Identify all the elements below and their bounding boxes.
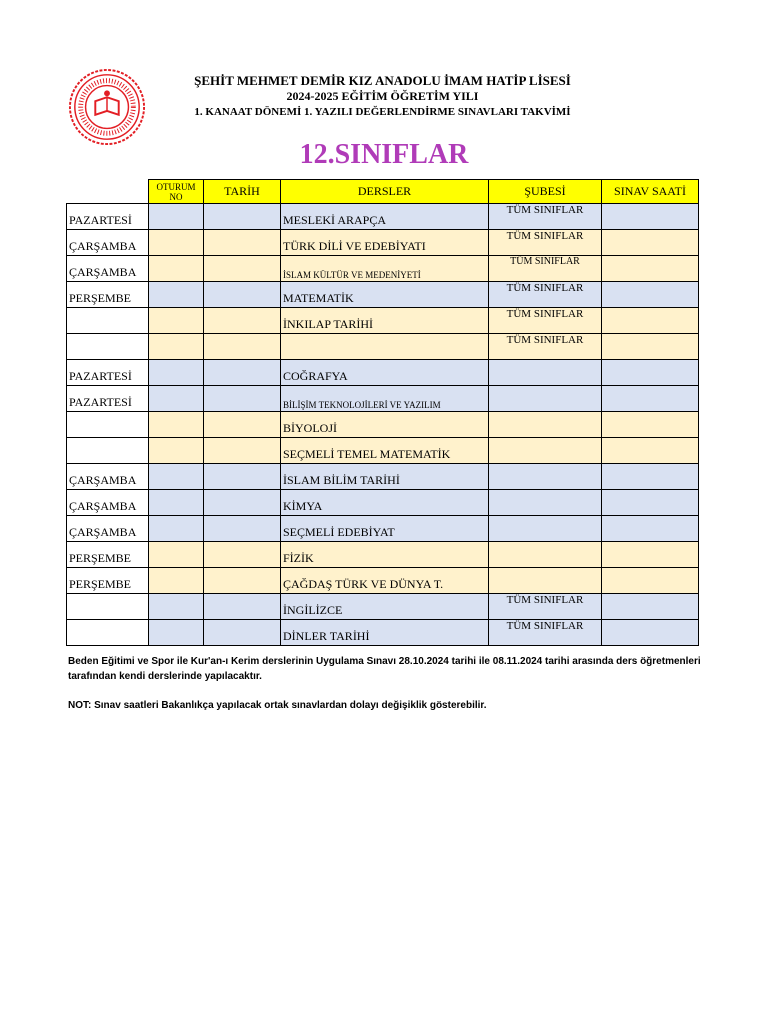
oturum-cell — [149, 308, 204, 334]
saat-cell — [602, 360, 699, 386]
tarih-cell — [204, 542, 281, 568]
table-row — [67, 256, 699, 282]
saat-cell — [602, 620, 699, 646]
ders-cell: İSLAM KÜLTÜR VE MEDENİYETİ — [281, 256, 489, 282]
table-row — [67, 490, 699, 516]
oturum-cell — [149, 516, 204, 542]
saat-cell — [602, 594, 699, 620]
saat-cell — [602, 516, 699, 542]
ders-cell: İNKILAP TARİHİ — [281, 308, 489, 334]
sube-cell: TÜM SINIFLAR — [489, 620, 602, 646]
table-row — [67, 412, 699, 438]
ders-cell: COĞRAFYA — [281, 360, 489, 386]
ders-cell: SEÇMELİ TEMEL MATEMATİK — [281, 438, 489, 464]
table-row — [67, 204, 699, 230]
sube-cell — [489, 438, 602, 464]
oturum-cell — [149, 438, 204, 464]
table-row — [67, 334, 699, 360]
sube-cell: TÜM SINIFLAR — [489, 230, 602, 256]
ders-cell: DİNLER TARİHİ — [281, 620, 489, 646]
ders-cell: TÜRK DİLİ VE EDEBİYATI — [281, 230, 489, 256]
ders-cell: MATEMATİK — [281, 282, 489, 308]
sube-cell: TÜM SINIFLAR — [489, 334, 602, 360]
day-cell — [67, 308, 149, 334]
saat-cell — [602, 412, 699, 438]
header-subesi: ŞUBESİ — [489, 180, 602, 204]
day-cell: PAZARTESİ — [67, 360, 149, 386]
sube-cell: TÜM SINIFLAR — [489, 594, 602, 620]
saat-cell — [602, 490, 699, 516]
sube-cell — [489, 542, 602, 568]
ders-cell: BİLİŞİM TEKNOLOJİLERİ VE YAZILIM — [281, 386, 489, 412]
document-subtitle: 1. KANAAT DÖNEMİ 1. YAZILI DEĞERLENDİRME SINAVLARI TAKVİMİ — [194, 106, 571, 118]
tarih-cell — [204, 568, 281, 594]
day-cell: PAZARTESİ — [67, 204, 149, 230]
sube-cell: TÜM SINIFLAR — [489, 282, 602, 308]
ders-cell: SEÇMELİ EDEBİYAT — [281, 516, 489, 542]
day-cell: PERŞEMBE — [67, 282, 149, 308]
sube-cell — [489, 464, 602, 490]
table-row — [67, 594, 699, 620]
oturum-cell — [149, 620, 204, 646]
day-cell: PERŞEMBE — [67, 568, 149, 594]
oturum-cell — [149, 568, 204, 594]
oturum-cell — [149, 334, 204, 360]
header-empty-cell — [67, 180, 149, 204]
saat-cell — [602, 308, 699, 334]
note-practice-exams: Beden Eğitimi ve Spor ile Kur'an-ı Kerim derslerinin Uygulama Sınavı 28.10.2024 tarihi ile 08.11.2024 tarihi arasında ders öğretmenleri tarafından kendi derslerinde yapılacaktır. — [68, 656, 701, 682]
sube-cell: TÜM SINIFLAR — [489, 204, 602, 230]
oturum-cell — [149, 230, 204, 256]
day-cell — [67, 412, 149, 438]
tarih-cell — [204, 490, 281, 516]
header-tarih: TARİH — [204, 180, 281, 204]
ders-cell: BİYOLOJİ — [281, 412, 489, 438]
oturum-cell — [149, 490, 204, 516]
sube-cell: TÜM SINIFLAR — [489, 256, 602, 282]
oturum-cell — [149, 464, 204, 490]
note-exam-times: NOT: Sınav saatleri Bakanlıkça yapılacak ortak sınavlardan dolayı değişiklik gösterebilir. — [68, 700, 487, 711]
day-cell — [67, 594, 149, 620]
tarih-cell — [204, 412, 281, 438]
day-cell: PERŞEMBE — [67, 542, 149, 568]
page-title: 12.SINIFLAR — [299, 139, 469, 170]
saat-cell — [602, 438, 699, 464]
tarih-cell — [204, 360, 281, 386]
saat-cell — [602, 282, 699, 308]
day-cell: ÇARŞAMBA — [67, 516, 149, 542]
saat-cell — [602, 464, 699, 490]
ders-cell: İSLAM BİLİM TARİHİ — [281, 464, 489, 490]
saat-cell — [602, 204, 699, 230]
ders-cell: FİZİK — [281, 542, 489, 568]
table-row — [67, 438, 699, 464]
table-row — [67, 542, 699, 568]
tarih-cell — [204, 620, 281, 646]
sube-cell — [489, 386, 602, 412]
meb-seal-icon — [68, 68, 146, 146]
tarih-cell — [204, 282, 281, 308]
day-cell — [67, 438, 149, 464]
tarih-cell — [204, 464, 281, 490]
tarih-cell — [204, 308, 281, 334]
day-cell: PAZARTESİ — [67, 386, 149, 412]
oturum-cell — [149, 594, 204, 620]
table-row — [67, 464, 699, 490]
tarih-cell — [204, 594, 281, 620]
tarih-cell — [204, 386, 281, 412]
saat-cell — [602, 568, 699, 594]
oturum-cell — [149, 412, 204, 438]
tarih-cell — [204, 230, 281, 256]
sube-cell — [489, 516, 602, 542]
day-cell: ÇARŞAMBA — [67, 230, 149, 256]
day-cell: ÇARŞAMBA — [67, 464, 149, 490]
tarih-cell — [204, 256, 281, 282]
ders-cell: ÇAĞDAŞ TÜRK VE DÜNYA T. — [281, 568, 489, 594]
exam-schedule-table — [66, 179, 699, 646]
table-row — [67, 282, 699, 308]
table-row — [67, 386, 699, 412]
oturum-cell — [149, 282, 204, 308]
school-name: ŞEHİT MEHMET DEMİR KIZ ANADOLU İMAM HATİP LİSESİ — [194, 73, 571, 88]
ders-cell: İNGİLİZCE — [281, 594, 489, 620]
tarih-cell — [204, 516, 281, 542]
day-cell: ÇARŞAMBA — [67, 256, 149, 282]
oturum-cell — [149, 256, 204, 282]
sube-cell — [489, 412, 602, 438]
header-oturum: OTURUM NO — [149, 180, 204, 204]
notes — [68, 654, 708, 727]
tarih-cell — [204, 438, 281, 464]
table-row — [67, 516, 699, 542]
saat-cell — [602, 256, 699, 282]
table-header-row — [67, 180, 699, 204]
ders-cell — [281, 334, 489, 360]
ders-cell: KİMYA — [281, 490, 489, 516]
day-cell: ÇARŞAMBA — [67, 490, 149, 516]
tarih-cell — [204, 334, 281, 360]
document-header — [150, 73, 615, 120]
oturum-cell — [149, 204, 204, 230]
ders-cell: MESLEKİ ARAPÇA — [281, 204, 489, 230]
table-row — [67, 620, 699, 646]
saat-cell — [602, 542, 699, 568]
sube-cell — [489, 360, 602, 386]
table-row — [67, 308, 699, 334]
tarih-cell — [204, 204, 281, 230]
table-row — [67, 568, 699, 594]
table-row — [67, 230, 699, 256]
header-sinav-saati: SINAV SAATİ — [602, 180, 699, 204]
day-cell — [67, 620, 149, 646]
oturum-cell — [149, 386, 204, 412]
sube-cell — [489, 568, 602, 594]
saat-cell — [602, 334, 699, 360]
sube-cell: TÜM SINIFLAR — [489, 308, 602, 334]
table-row — [67, 360, 699, 386]
day-cell — [67, 334, 149, 360]
academic-year: 2024-2025 EĞİTİM ÖĞRETİM YILI — [286, 89, 479, 103]
saat-cell — [602, 386, 699, 412]
oturum-cell — [149, 360, 204, 386]
header-dersler: DERSLER — [281, 180, 489, 204]
sube-cell — [489, 490, 602, 516]
oturum-cell — [149, 542, 204, 568]
saat-cell — [602, 230, 699, 256]
